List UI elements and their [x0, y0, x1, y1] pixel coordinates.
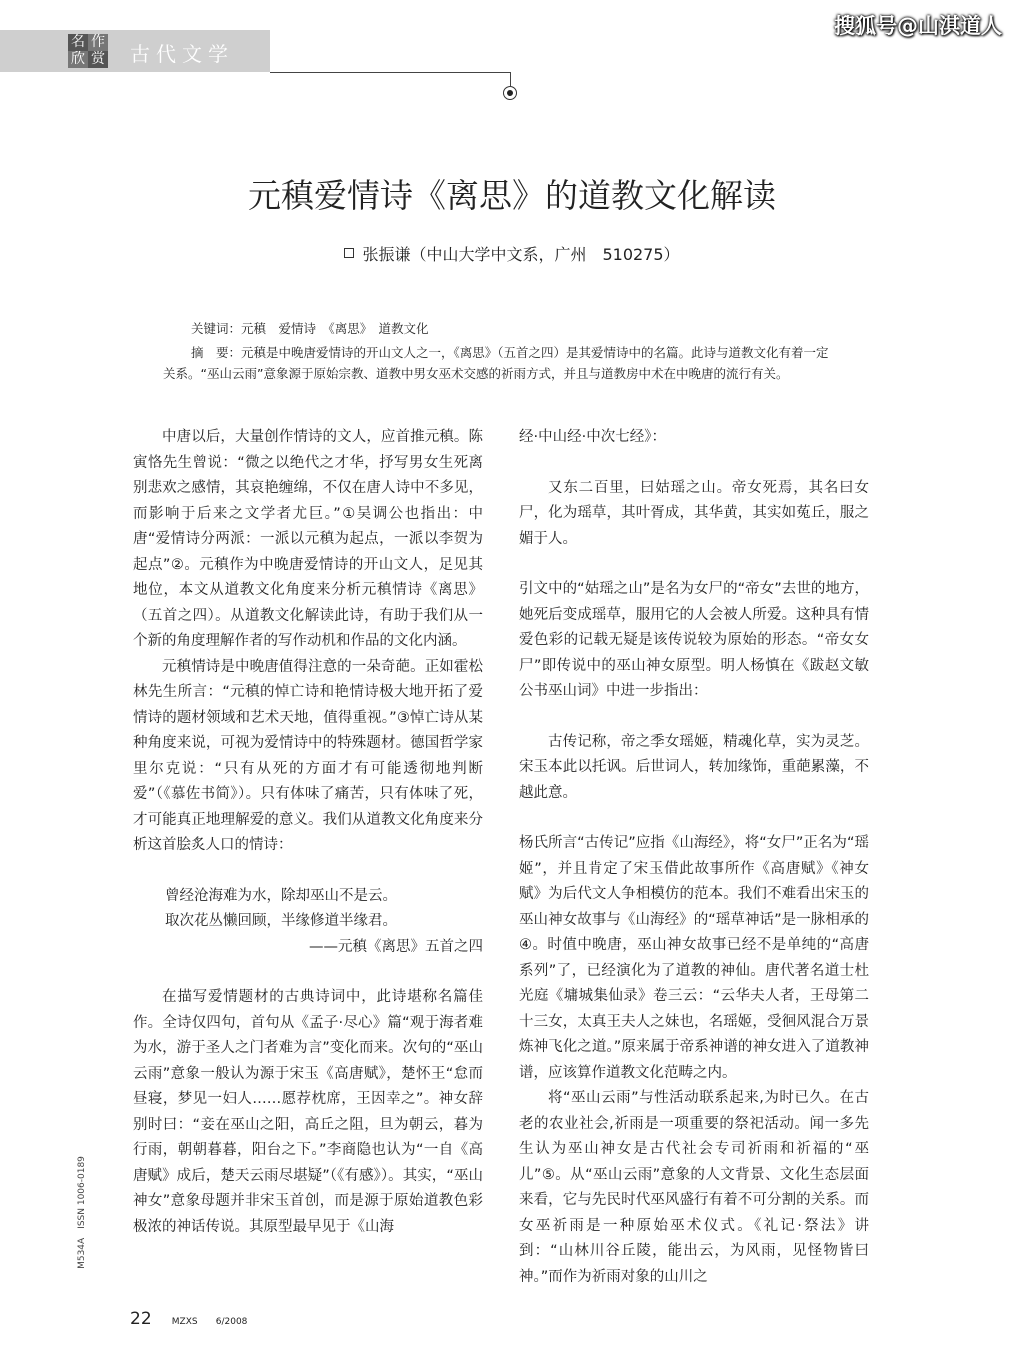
poem-quote — [133, 884, 483, 961]
keywords: 关键词：元稹 爱情诗 《离思》 道教文化 — [191, 321, 429, 336]
paragraph: 将“巫山云雨”与性活动联系起来,为时已久。在古老的农业社会,祈雨是一项重要的祭祀活动。闻一多先生认为巫山神女是古代社会专司祈雨和祈福的“巫儿”⑤。从“巫山云雨”意象的人文背景、文化生态层面来看，它与先民时代巫风盛行有着不可分割的关系。而女巫祈雨是一种原始巫术仪式。《礼记·祭法》讲到：“山林川谷丘陵，能出云，为风雨，见怪物皆曰神。”而作为祈雨对象的山川之 — [519, 1090, 869, 1285]
left-column — [133, 425, 483, 1240]
article-title: 元稹爱情诗《离思》的道教文化解读 — [248, 176, 776, 215]
paragraph: 中唐以后，大量创作情诗的文人，应首推元稹。陈寅恪先生曾说：“微之以绝代之才华，抒写男女生死离别悲欢之感情，其哀艳缠绵，不仅在唐人诗中不多见，而影响于后来之文学者尤巨。”①吴调公也指出：中唐“爱情诗分两派：一派以元稹为起点，一派以李贺为起点”②。元稹作为中晚唐爱情诗的开山文人，足见其地位，本文从道教文化角度来分析元稹情诗《离思》（五首之四）。从道教文化解读此诗，有助于我们从一个新的角度理解作者的写作动机和作品的文化内涵。 — [133, 429, 483, 649]
poem-line: 取次花丛懒回顾，半缘修道半缘君。 — [165, 913, 397, 929]
logo-char: 作 — [88, 34, 108, 51]
decorative-rule — [270, 72, 510, 73]
circle-marker-icon — [503, 86, 517, 100]
paragraph: 经·中山经·中次七经》： — [519, 429, 666, 445]
quote-text: 古传记称，帝之季女瑶姬，精魂化草，实为灵芝。宋玉本此以托讽。后世词人，转加缘饰，重葩累藻，不越此意。 — [519, 733, 869, 801]
watermark: 搜狐号@山淇道人 — [834, 14, 1002, 38]
page-number: 22 — [130, 1309, 152, 1329]
paragraph: 在描写爱情题材的古典诗词中，此诗堪称名篇佳作。全诗仅四句，首句从《孟子·尽心》篇“观于海者难为水，游于圣人之门者难为言”变化而来。次句的“巫山云雨”意象一般认为源于宋玉《高唐赋》，楚怀王“怠而昼寝，梦见一妇人……愿荐枕席，王因幸之”。神女辞别时曰：“妾在巫山之阳，高丘之阻，旦为朝云，暮为行雨，朝朝暮暮，阳台之下。”李商隐也认为“一自《高唐赋》成后，楚天云雨尽堪疑”（《有感》）。其实，“巫山神女”意象母题并非宋玉首创，而是源于原始道教色彩极浓的神话传说。其原型最早见于《山海 — [133, 989, 483, 1235]
journal-code: MZXS — [171, 1317, 198, 1327]
paragraph: 元稹情诗是中晚唐值得注意的一朵奇葩。正如霍松林先生所言：“元稹的悼亡诗和艳情诗极大地开拓了爱情诗的题材领域和艺术天地，值得重视。”③悼亡诗从某种角度来说，可视为爱情诗中的特殊题材。德国哲学家里尔克说：“只有从死的方面才有可能透彻地判断爱”（《慕佐书简》）。只有体味了痛苦，只有体味了死，才可能真正地理解爱的意义。我们从道教文化角度来分析这首脍炙人口的情诗： — [133, 658, 483, 853]
issue-number: 6/2008 — [215, 1317, 248, 1327]
square-bullet-icon — [344, 248, 354, 258]
issn-text: M534A ISSN 1006-0189 — [76, 1156, 87, 1269]
abstract: 摘 要：元稹是中晚唐爱情诗的开山文人之一，《离思》（五首之四）是其爱情诗中的名篇。此诗与道教文化有着一定关系。“巫山云雨”意象源于原始宗教、道教中男女巫术交感的祈雨方式，并且与道教房中术在中晚唐的流行有关。 — [163, 345, 829, 381]
logo-char: 赏 — [88, 51, 108, 68]
paragraph: 杨氏所言“古传记”应指《山海经》，将“女尸”正名为“瑶姬”，并且肯定了宋玉借此故事所作《高唐赋》《神女赋》为后代文人争相模仿的范本。我们不难看出宋玉的巫山神女故事与《山海经》的“瑶草神话”是一脉相承的④。时值中晚唐，巫山神女故事已经不是单纯的“高唐系列”了，已经演化为了道教的神仙。唐代著名道士杜光庭《墉城集仙录》卷三云：“云华夫人者，王母第二十三女，太真王夫人之妹也，名瑶姬，受徊风混合万景炼神飞化之道。”原来属于帝系神谱的神女进入了道教神谱，应该算作道教文化范畴之内。 — [519, 835, 869, 1081]
section-label: 古代文学 — [130, 42, 234, 66]
block-quote — [519, 476, 869, 553]
block-quote — [519, 730, 869, 807]
author-text: 张振谦（中山大学中文系，广州 510275） — [362, 245, 680, 264]
poem-source: ——元稹《离思》五首之四 — [309, 938, 483, 955]
issn-sidebar — [72, 1158, 92, 1276]
logo-char: 欣 — [68, 51, 88, 68]
poem-line: 曾经沧海难为水，除却巫山不是云。 — [165, 887, 397, 904]
right-column — [519, 425, 869, 1290]
logo-char: 名 — [68, 34, 88, 51]
paragraph: 引文中的“姑瑶之山”是名为女尸的“帝女”去世的地方，她死后变成瑶草，服用它的人会被人所爱。这种具有情爱色彩的记载无疑是该传说较为原始的形态。“帝女女尸”即传说中的巫山神女原型。明人杨慎在《跋赵文敏公书巫山词》中进一步指出： — [519, 581, 869, 699]
author-line — [0, 242, 1024, 265]
page-footer — [130, 1309, 261, 1329]
column-logo — [68, 34, 108, 68]
decorative-rule-vertical — [510, 72, 511, 86]
quote-text: 又东二百里，曰姑瑶之山。帝女死焉，其名曰女尸，化为瑶草，其叶胥成，其华黄，其实如菟丘，服之媚于人。 — [519, 479, 869, 547]
